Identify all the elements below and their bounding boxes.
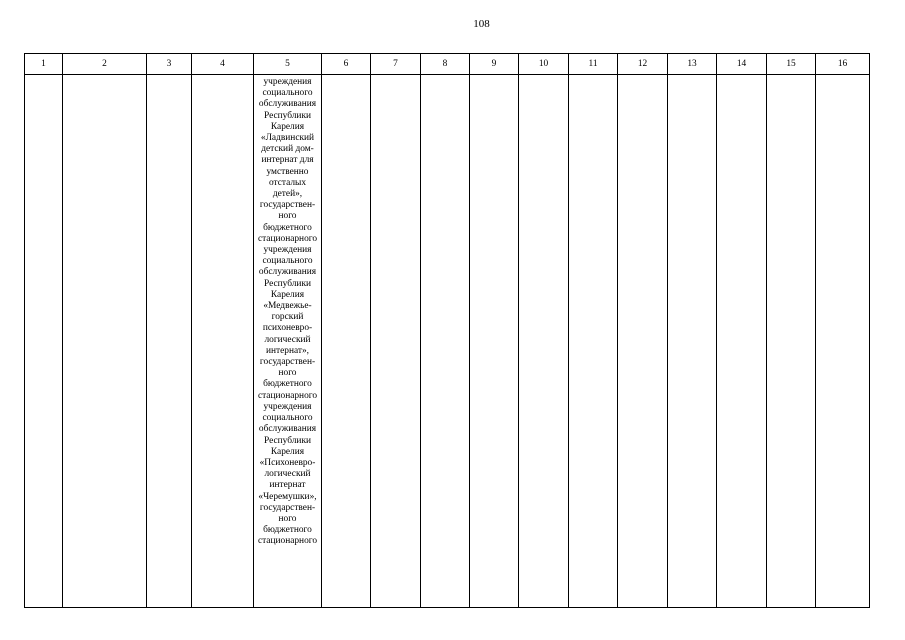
column-header-10: 10 (519, 54, 569, 75)
column-header-8: 8 (421, 54, 470, 75)
table-cell-col-14 (717, 75, 767, 608)
text-line: интернат для (261, 155, 314, 166)
column-header-14: 14 (717, 54, 767, 75)
column-header-5: 5 (254, 54, 322, 75)
column-header-11: 11 (569, 54, 618, 75)
column-header-16: 16 (816, 54, 870, 75)
column-header-9: 9 (470, 54, 519, 75)
text-line: стационарного (257, 536, 318, 547)
text-line: государствен- (259, 200, 316, 211)
text-line: социального (262, 88, 313, 99)
text-line: горский (271, 312, 304, 323)
header-row (25, 54, 870, 75)
institution-description-text (254, 75, 321, 548)
text-line: социального (262, 413, 313, 424)
text-line: детский дом- (261, 144, 314, 155)
table-cell-col-15 (767, 75, 816, 608)
table-cell-col-16 (816, 75, 870, 608)
text-line: учреждения (263, 77, 312, 87)
table-cell-col-2 (63, 75, 147, 608)
table-cell-col-13 (668, 75, 717, 608)
column-header-2: 2 (63, 54, 147, 75)
text-line: Карелия (270, 446, 305, 457)
text-line: интернат (269, 480, 306, 491)
text-line: Карелия (270, 289, 305, 300)
table-cell-col-3 (147, 75, 192, 608)
text-line: детей», (272, 189, 303, 200)
table-row (25, 75, 870, 608)
text-line: ного (278, 513, 297, 524)
text-line: учреждения (263, 401, 312, 412)
text-line: учреждения (263, 245, 312, 256)
text-line: ного (278, 368, 297, 379)
text-line: «Медвежье- (263, 301, 312, 312)
column-header-6: 6 (322, 54, 371, 75)
table-cell-col-10 (519, 75, 569, 608)
text-line: «Психоневро- (259, 457, 316, 468)
text-line: стационарного (257, 390, 318, 401)
table-cell-col-4 (192, 75, 254, 608)
text-line: «Черемушки», (258, 491, 317, 502)
text-line: Республики (263, 435, 312, 446)
table-cell-col-7 (371, 75, 421, 608)
text-line: Карелия (270, 121, 305, 132)
text-line: обслуживания (258, 424, 317, 435)
text-line: Республики (263, 278, 312, 289)
text-line: психоневро- (262, 323, 313, 334)
page-number: 108 (473, 18, 490, 30)
text-line: государствен- (259, 502, 316, 513)
text-line: обслуживания (258, 99, 317, 110)
data-table (24, 53, 870, 608)
text-line: социального (262, 256, 313, 267)
table-cell-col-6 (322, 75, 371, 608)
text-line: отсталых (268, 177, 307, 188)
column-header-13: 13 (668, 54, 717, 75)
text-line: логический (264, 334, 311, 345)
text-line: ного (278, 211, 297, 222)
text-line: бюджетного (263, 379, 312, 390)
column-header-12: 12 (618, 54, 668, 75)
column-header-3: 3 (147, 54, 192, 75)
column-header-4: 4 (192, 54, 254, 75)
text-line: логический (264, 469, 311, 480)
table-cell-col-1 (25, 75, 63, 608)
table-cell-col-5 (254, 75, 322, 608)
table-cell-col-8 (421, 75, 470, 608)
table-cell-col-9 (470, 75, 519, 608)
text-line: интернат», (265, 345, 310, 356)
text-line: бюджетного (263, 222, 312, 233)
column-header-15: 15 (767, 54, 816, 75)
table-cell-col-12 (618, 75, 668, 608)
text-line: обслуживания (258, 267, 317, 278)
text-line: «Ладвинский (260, 133, 315, 144)
column-header-7: 7 (371, 54, 421, 75)
table-cell-col-11 (569, 75, 618, 608)
text-line: умственно (266, 166, 309, 177)
text-line: государствен- (259, 357, 316, 368)
text-line: стационарного (257, 233, 318, 244)
text-line: бюджетного (263, 525, 312, 536)
text-line: Республики (263, 110, 312, 121)
column-header-1: 1 (25, 54, 63, 75)
